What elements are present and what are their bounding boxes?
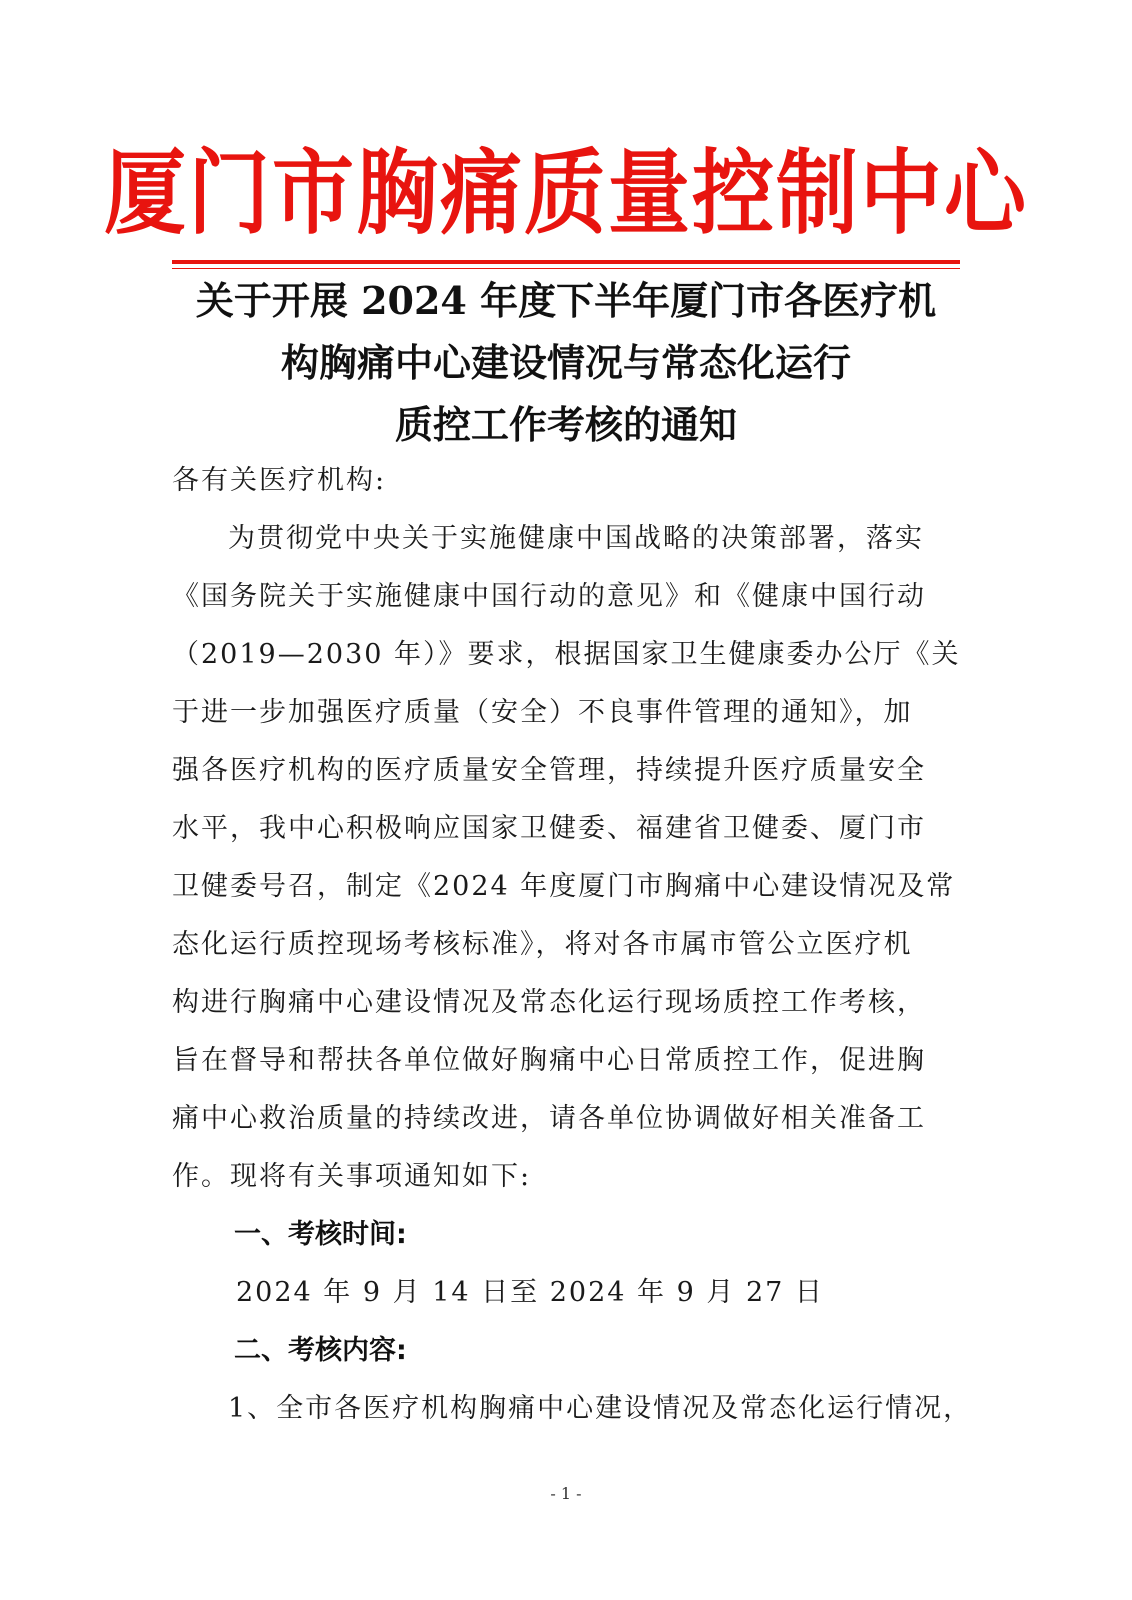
notice-title <box>150 270 982 456</box>
paragraph-line: 于进一步加强医疗质量（安全）不良事件管理的通知》，加 <box>172 697 913 728</box>
salutation: 各有关医疗机构: <box>172 465 387 496</box>
paragraph-line: 强各医疗机构的医疗质量安全管理，持续提升医疗质量安全 <box>172 755 926 786</box>
paragraph-line: 《国务院关于实施健康中国行动的意见》和《健康中国行动 <box>172 581 926 612</box>
organization-letterhead: 厦门市胸痛质量控制中心 <box>103 141 1028 248</box>
paragraph-line: 态化运行质控现场考核标准》，将对各市属市管公立医疗机 <box>172 929 913 960</box>
paragraph-line: 构进行胸痛中心建设情况及常态化运行现场质控工作考核， <box>172 987 926 1018</box>
paragraph-line: （2019—2030 年）》要求，根据国家卫生健康委办公厅《关 <box>172 639 961 670</box>
paragraph-line: 为贯彻党中央关于实施健康中国战略的决策部署，落实 <box>228 523 924 554</box>
section-content-time: 2024 年 9 月 14 日至 2024 年 9 月 27 日 <box>236 1277 824 1308</box>
paragraph-line: 卫健委号召，制定《2024 年度厦门市胸痛中心建设情况及常 <box>172 871 956 902</box>
notice-title-line: 关于开展 2024 年度下半年厦门市各医疗机 <box>195 278 937 323</box>
paragraph-line: 水平，我中心积极响应国家卫健委、福建省卫健委、厦门市 <box>172 813 926 844</box>
section-heading-time: 一、考核时间: <box>234 1219 407 1250</box>
paragraph-line: 旨在督导和帮扶各单位做好胸痛中心日常质控工作，促进胸 <box>172 1045 926 1076</box>
letterhead-divider-thin <box>172 268 960 269</box>
notice-title-line: 构胸痛中心建设情况与常态化运行 <box>280 340 851 385</box>
paragraph-line: 痛中心救治质量的持续改进，请各单位协调做好相关准备工 <box>172 1103 926 1134</box>
section-heading-content: 二、考核内容: <box>234 1335 407 1366</box>
paragraph-line: 作。现将有关事项通知如下: <box>172 1161 532 1192</box>
section-content-item: 1、全市各医疗机构胸痛中心建设情况及常态化运行情况， <box>228 1393 973 1424</box>
notice-title-line: 质控工作考核的通知 <box>394 402 737 447</box>
letterhead-divider-thick <box>172 260 960 264</box>
page-number: - 1 - <box>550 1484 582 1503</box>
